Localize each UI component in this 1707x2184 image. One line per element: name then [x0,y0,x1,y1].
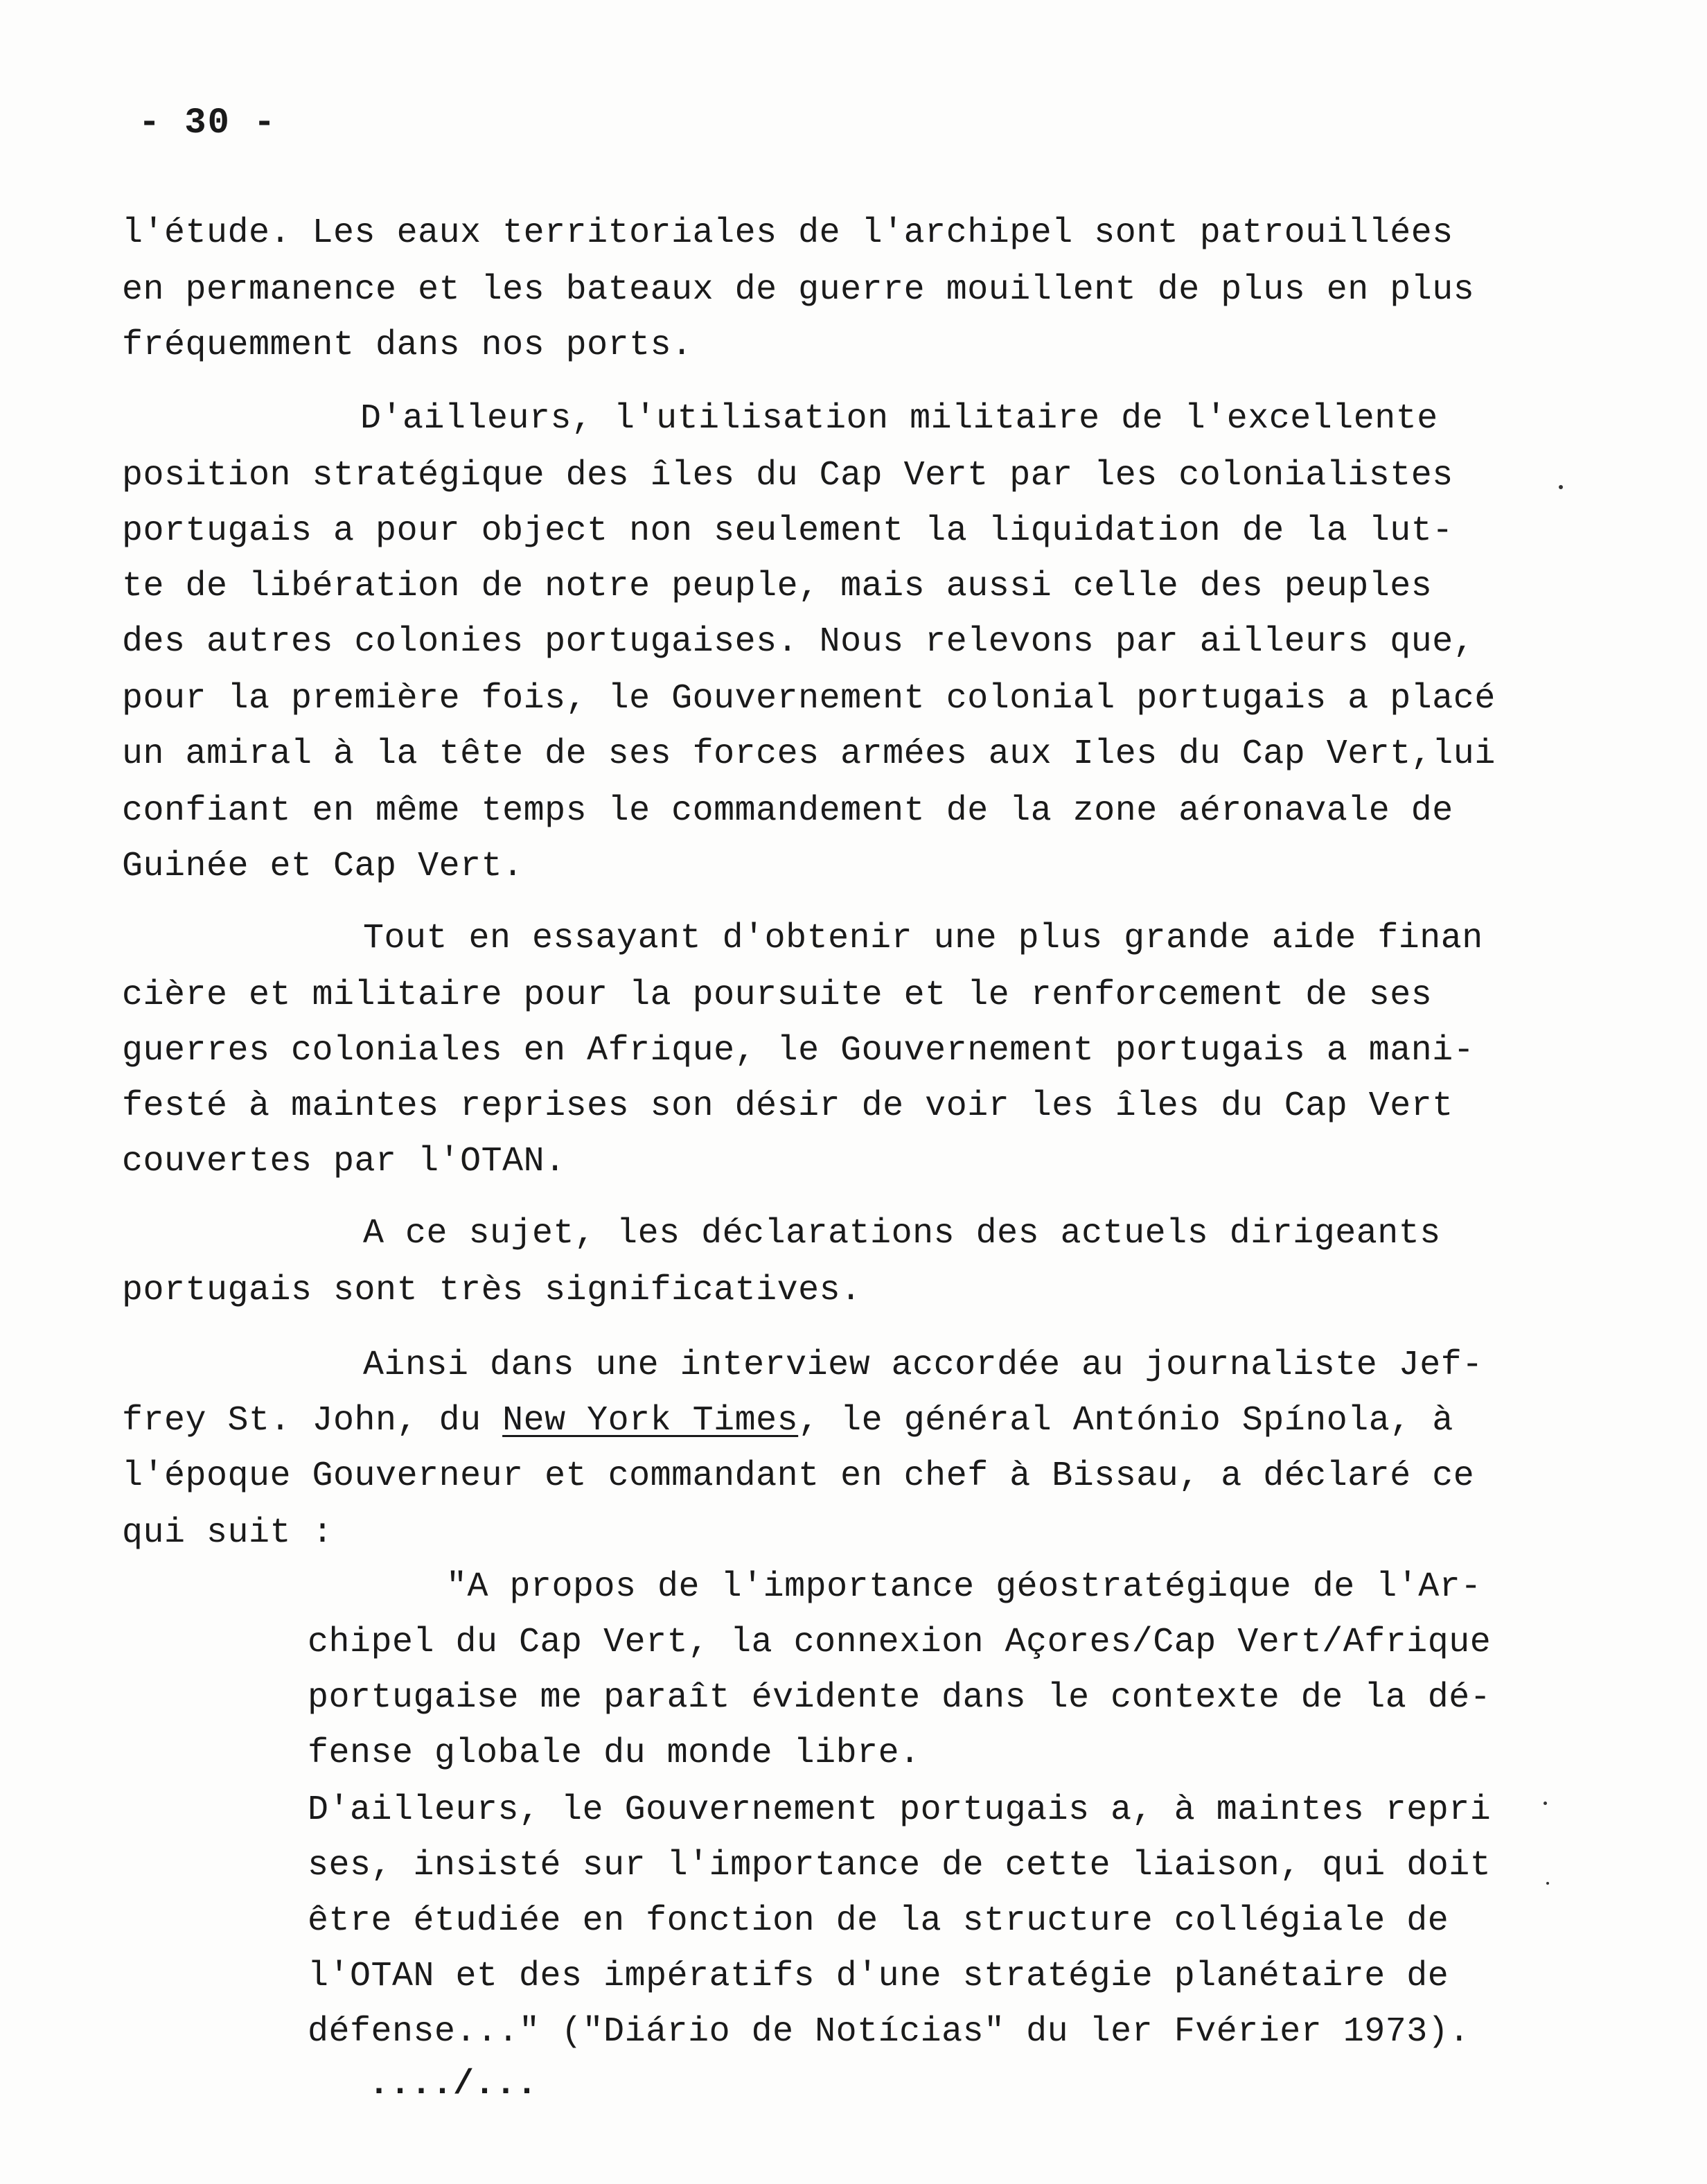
quote-line-9: défense..." ("Diário de Notícias" du ler Fvérier 1973). [308,2012,1470,2052]
paragraph-2-line-5: des autres colonies portugaises. Nous relevons par ailleurs que, [122,622,1475,662]
paragraph-5-line-2-suffix: , le général António Spínola, à [798,1401,1453,1441]
paragraph-5-line-3: l'époque Gouverneur et commandant en chef à Bissau, a déclaré ce [122,1456,1475,1496]
paragraph-3-line-4: festé à maintes reprises son désir de voir les îles du Cap Vert [122,1086,1453,1126]
paragraph-5-line-2-prefix: frey St. John, du [122,1401,503,1441]
quote-line-3: portugaise me paraît évidente dans le contexte de la dé- [308,1678,1492,1718]
page-number: - 30 - [139,103,277,143]
paragraph-3-line-1: Tout en essayant d'obtenir une plus grande aide finan [363,919,1483,958]
paragraph-2-line-9: Guinée et Cap Vert. [122,847,524,886]
paragraph-5-line-2 [122,1401,1453,1441]
paragraph-2-line-7: un amiral à la tête de ses forces armées aux Iles du Cap Vert,lui [122,734,1496,774]
quote-line-2: chipel du Cap Vert, la connexion Açores/Cap Vert/Afrique [308,1623,1492,1662]
paragraph-1-line-1: l'étude. Les eaux territoriales de l'archipel sont patrouillées [122,213,1453,253]
paragraph-2-line-1: D'ailleurs, l'utilisation militaire de l'excellente [360,399,1438,439]
scan-speck [1546,1882,1549,1885]
paragraph-3-line-5: couvertes par l'OTAN. [122,1142,566,1181]
paragraph-5-line-1: Ainsi dans une interview accordée au journaliste Jef- [363,1346,1483,1385]
paragraph-2-line-6: pour la première fois, le Gouvernement colonial portugais a placé [122,679,1496,719]
scan-speck [1544,1802,1547,1805]
newspaper-title: New York Times [502,1401,799,1441]
paragraph-1-line-3: fréquemment dans nos ports. [122,326,693,365]
paragraph-2-line-3: portugais a pour object non seulement la liquidation de la lut- [122,511,1453,551]
paragraph-2-line-2: position stratégique des îles du Cap Vert par les colonialistes [122,456,1453,495]
scan-speck [1559,485,1563,489]
continuation-marker: ..../... [369,2065,538,2104]
paragraph-5-line-4: qui suit : [122,1513,334,1553]
quote-line-8: l'OTAN et des impératifs d'une stratégie planétaire de [308,1957,1449,1996]
quote-line-7: être étudiée en fonction de la structure collégiale de [308,1901,1449,1941]
paragraph-4-line-1: A ce sujet, les déclarations des actuels dirigeants [363,1214,1441,1253]
paragraph-2-line-4: te de libération de notre peuple, mais aussi celle des peuples [122,567,1433,606]
quote-line-1: "A propos de l'importance géostratégique de l'Ar- [446,1567,1482,1607]
quote-line-5: D'ailleurs, le Gouvernement portugais a, à maintes repri [308,1790,1492,1830]
paragraph-2-line-8: confiant en même temps le commandement de la zone aéronavale de [122,791,1453,831]
paragraph-1-line-2: en permanence et les bateaux de guerre mouillent de plus en plus [122,270,1475,310]
quote-line-6: ses, insisté sur l'importance de cette liaison, qui doit [308,1846,1492,1885]
paragraph-3-line-3: guerres coloniales en Afrique, le Gouvernement portugais a mani- [122,1031,1475,1071]
paragraph-3-line-2: cière et militaire pour la poursuite et le renforcement de ses [122,976,1433,1015]
quote-line-4: fense globale du monde libre. [308,1734,921,1773]
paragraph-4-line-2: portugais sont très significatives. [122,1271,862,1310]
